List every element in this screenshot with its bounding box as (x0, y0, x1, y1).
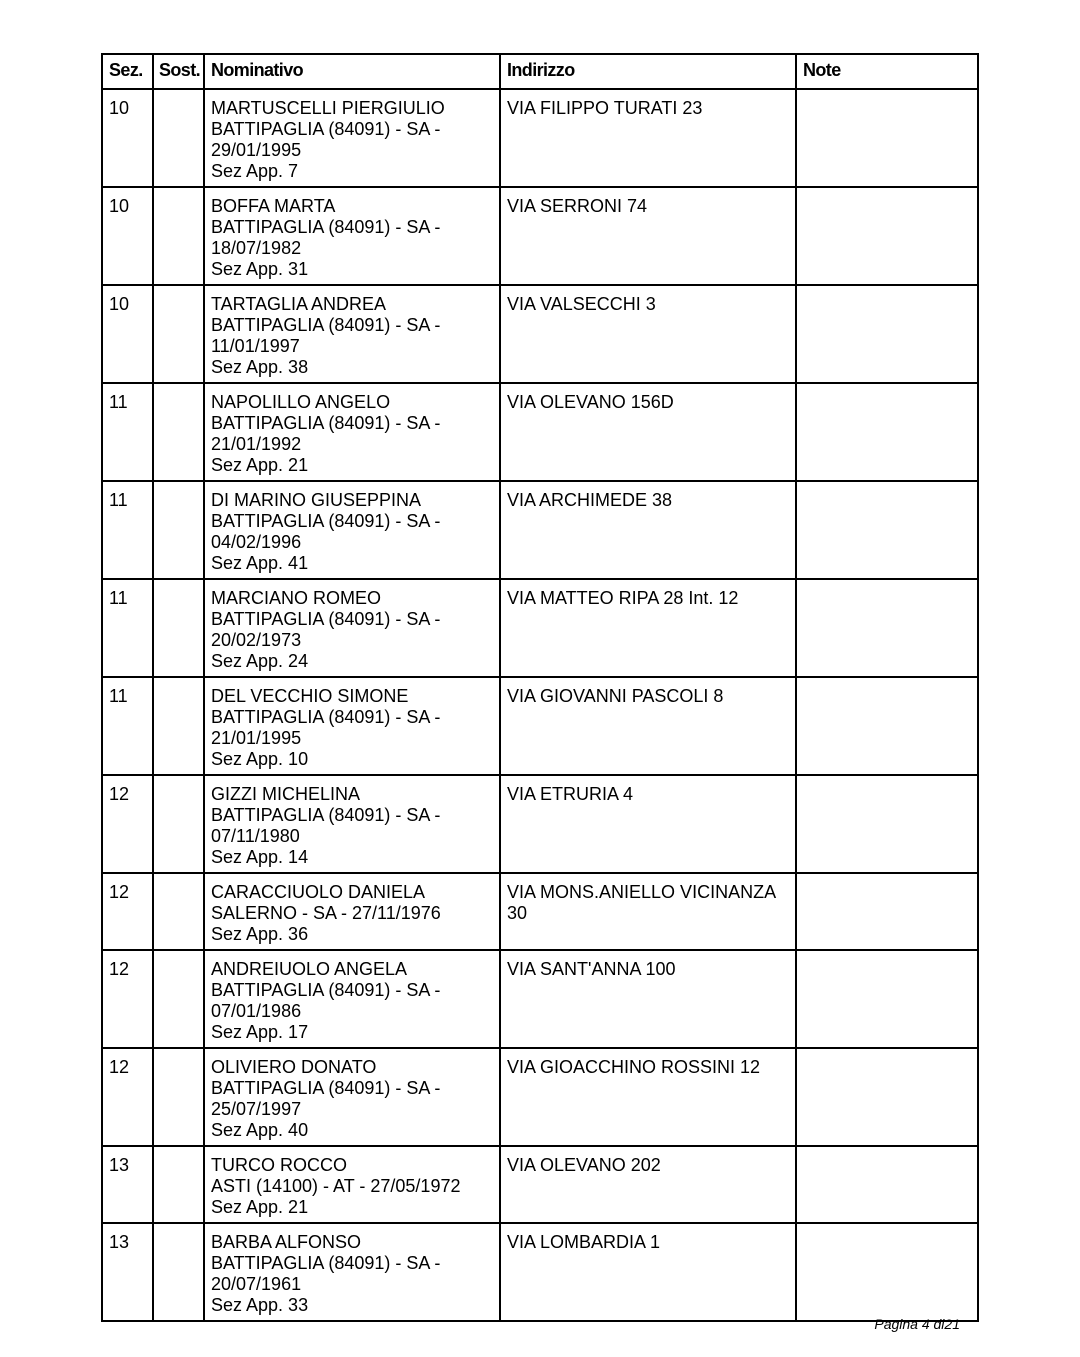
note-cell (796, 1223, 978, 1321)
note-cell (796, 187, 978, 285)
sost-cell (153, 187, 204, 285)
table-row (102, 579, 978, 677)
birth-date: 20/07/1961 (211, 1274, 302, 1294)
voter-name: MARCIANO ROMEO (211, 588, 382, 608)
nominativo-cell (204, 187, 500, 285)
sez-app: Sez App. 14 (211, 847, 309, 867)
indirizzo-cell: VIA MATTEO RIPA 28 Int. 12 (500, 579, 796, 677)
birth-date: 25/07/1997 (211, 1099, 302, 1119)
header-sez: Sez. (102, 54, 153, 89)
voter-name: MARTUSCELLI PIERGIULIO (211, 98, 445, 118)
voter-name: DI MARINO GIUSEPPINA (211, 490, 422, 510)
nominativo-cell (204, 873, 500, 950)
nominativo-cell (204, 579, 500, 677)
nominativo-cell (204, 950, 500, 1048)
birth-date: 07/01/1986 (211, 1001, 302, 1021)
page-number: Pagina 4 di21 (874, 1316, 960, 1332)
birth-info: BATTIPAGLIA (84091) - SA - (211, 980, 441, 1000)
voter-name: DEL VECCHIO SIMONE (211, 686, 409, 706)
birth-date: 29/01/1995 (211, 140, 302, 160)
birth-date: 11/01/1997 (211, 336, 300, 356)
sost-cell (153, 481, 204, 579)
table-row (102, 950, 978, 1048)
note-cell (796, 1146, 978, 1223)
sez-cell: 10 (102, 285, 153, 383)
sez-cell: 11 (102, 383, 153, 481)
indirizzo-cell: VIA ETRURIA 4 (500, 775, 796, 873)
indirizzo-cell: VIA ARCHIMEDE 38 (500, 481, 796, 579)
indirizzo-cell: VIA MONS.ANIELLO VICINANZA 30 (500, 873, 796, 950)
birth-info: BATTIPAGLIA (84091) - SA - (211, 707, 441, 727)
birth-info: BATTIPAGLIA (84091) - SA - (211, 1253, 441, 1273)
sez-cell: 10 (102, 187, 153, 285)
sost-cell (153, 383, 204, 481)
nominativo-cell (204, 1223, 500, 1321)
indirizzo-cell: VIA SANT'ANNA 100 (500, 950, 796, 1048)
table-row (102, 187, 978, 285)
voter-name: OLIVIERO DONATO (211, 1057, 377, 1077)
sost-cell (153, 873, 204, 950)
indirizzo-cell: VIA SERRONI 74 (500, 187, 796, 285)
sez-cell: 13 (102, 1223, 153, 1321)
table-row (102, 1048, 978, 1146)
sez-app: Sez App. 10 (211, 749, 309, 769)
voter-name: BOFFA MARTA (211, 196, 336, 216)
voter-name: NAPOLILLO ANGELO (211, 392, 391, 412)
sez-cell: 10 (102, 89, 153, 187)
table-row (102, 873, 978, 950)
sost-cell (153, 285, 204, 383)
note-cell (796, 775, 978, 873)
note-cell (796, 383, 978, 481)
header-nominativo: Nominativo (204, 54, 500, 89)
birth-info: BATTIPAGLIA (84091) - SA - (211, 119, 441, 139)
voter-name: TARTAGLIA ANDREA (211, 294, 387, 314)
voter-name: GIZZI MICHELINA (211, 784, 361, 804)
header-sost: Sost. (153, 54, 204, 89)
sez-cell: 11 (102, 579, 153, 677)
sez-app: Sez App. 33 (211, 1295, 309, 1315)
birth-date: 04/02/1996 (211, 532, 302, 552)
table-row (102, 383, 978, 481)
nominativo-cell (204, 1048, 500, 1146)
indirizzo-cell: VIA VALSECCHI 3 (500, 285, 796, 383)
sost-cell (153, 1223, 204, 1321)
sez-app: Sez App. 38 (211, 357, 309, 377)
sost-cell (153, 950, 204, 1048)
note-cell (796, 1048, 978, 1146)
note-cell (796, 873, 978, 950)
indirizzo-cell: VIA GIOVANNI PASCOLI 8 (500, 677, 796, 775)
sez-cell: 12 (102, 950, 153, 1048)
sez-cell: 12 (102, 873, 153, 950)
indirizzo-cell: VIA OLEVANO 156D (500, 383, 796, 481)
voter-name: CARACCIUOLO DANIELA (211, 882, 426, 902)
sez-cell: 12 (102, 775, 153, 873)
nominativo-cell (204, 285, 500, 383)
table-row (102, 1146, 978, 1223)
sez-cell: 11 (102, 481, 153, 579)
table-row (102, 775, 978, 873)
birth-info: BATTIPAGLIA (84091) - SA - (211, 315, 441, 335)
sost-cell (153, 1048, 204, 1146)
indirizzo-cell: VIA FILIPPO TURATI 23 (500, 89, 796, 187)
nominativo-cell (204, 1146, 500, 1223)
note-cell (796, 285, 978, 383)
voter-table (101, 53, 979, 1322)
header-indirizzo: Indirizzo (500, 54, 796, 89)
sez-app: Sez App. 21 (211, 455, 309, 475)
nominativo-cell (204, 775, 500, 873)
table-row (102, 481, 978, 579)
birth-info: BATTIPAGLIA (84091) - SA - (211, 1078, 441, 1098)
sost-cell (153, 1146, 204, 1223)
birth-info: ASTI (14100) - AT - 27/05/1972 (211, 1176, 461, 1196)
birth-info: BATTIPAGLIA (84091) - SA - (211, 511, 441, 531)
note-cell (796, 950, 978, 1048)
birth-date: 18/07/1982 (211, 238, 302, 258)
table-row (102, 285, 978, 383)
indirizzo-cell: VIA LOMBARDIA 1 (500, 1223, 796, 1321)
sez-app: Sez App. 36 (211, 924, 309, 944)
sez-cell: 13 (102, 1146, 153, 1223)
sost-cell (153, 89, 204, 187)
nominativo-cell (204, 481, 500, 579)
note-cell (796, 481, 978, 579)
sez-app: Sez App. 17 (211, 1022, 309, 1042)
sez-cell: 11 (102, 677, 153, 775)
nominativo-cell (204, 677, 500, 775)
indirizzo-cell: VIA GIOACCHINO ROSSINI 12 (500, 1048, 796, 1146)
nominativo-cell (204, 89, 500, 187)
indirizzo-cell: VIA OLEVANO 202 (500, 1146, 796, 1223)
birth-info: BATTIPAGLIA (84091) - SA - (211, 609, 441, 629)
voter-name: TURCO ROCCO (211, 1155, 347, 1175)
sez-app: Sez App. 31 (211, 259, 309, 279)
header-row (102, 54, 978, 89)
birth-info: BATTIPAGLIA (84091) - SA - (211, 805, 441, 825)
nominativo-cell (204, 383, 500, 481)
sost-cell (153, 579, 204, 677)
birth-date: 21/01/1992 (211, 434, 302, 454)
birth-info: SALERNO - SA - 27/11/1976 (211, 903, 441, 923)
sez-app: Sez App. 41 (211, 553, 309, 573)
sost-cell (153, 775, 204, 873)
header-note: Note (796, 54, 978, 89)
voter-name: BARBA ALFONSO (211, 1232, 362, 1252)
birth-date: 07/11/1980 (211, 826, 300, 846)
sez-app: Sez App. 21 (211, 1197, 309, 1217)
table-row (102, 677, 978, 775)
sez-app: Sez App. 40 (211, 1120, 309, 1140)
table-row (102, 1223, 978, 1321)
birth-date: 21/01/1995 (211, 728, 302, 748)
note-cell (796, 89, 978, 187)
birth-info: BATTIPAGLIA (84091) - SA - (211, 217, 441, 237)
sez-app: Sez App. 24 (211, 651, 309, 671)
sez-cell: 12 (102, 1048, 153, 1146)
note-cell (796, 579, 978, 677)
birth-date: 20/02/1973 (211, 630, 302, 650)
table-row (102, 89, 978, 187)
note-cell (796, 677, 978, 775)
voter-name: ANDREIUOLO ANGELA (211, 959, 408, 979)
birth-info: BATTIPAGLIA (84091) - SA - (211, 413, 441, 433)
sost-cell (153, 677, 204, 775)
sez-app: Sez App. 7 (211, 161, 299, 181)
